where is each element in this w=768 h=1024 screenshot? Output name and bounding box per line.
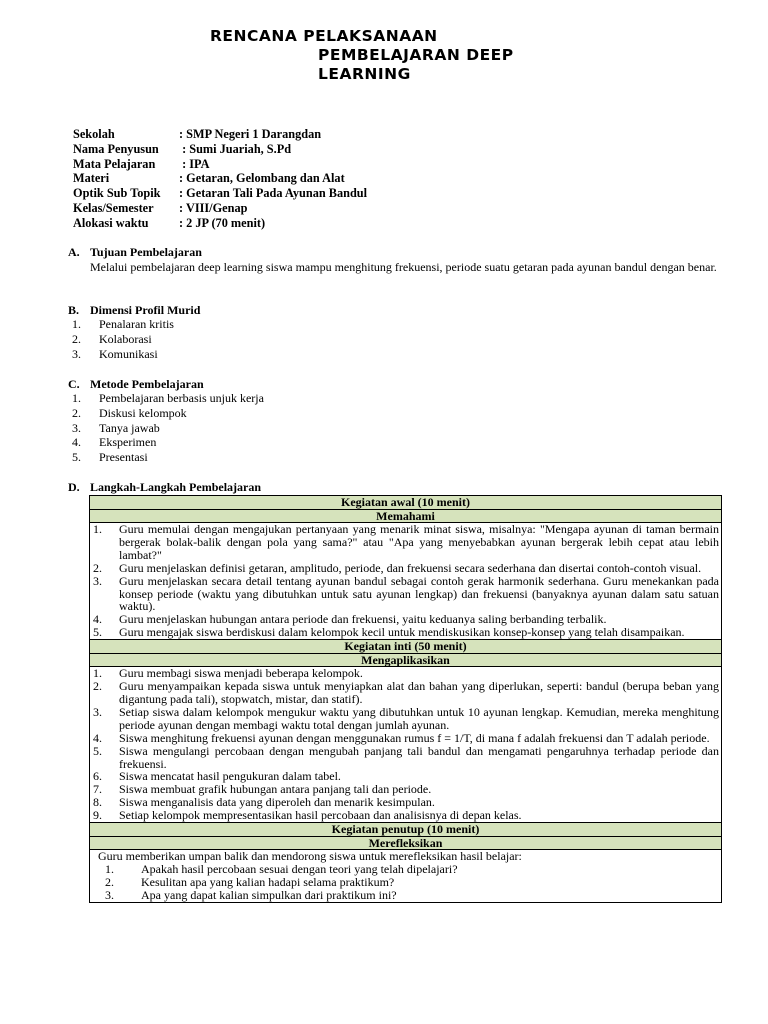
list-item-text: Komunikasi <box>99 346 158 361</box>
phase-body-awal <box>90 523 722 640</box>
step-item: 1. Guru memulai dengan mengajukan pertanyaan yang menarik minat siswa, misalnya: "Mengapa ayunan di taman bermain bergerak bolak-balik dengan pola yang sama?" atau "Apa yang menyebabkan ayunan bergerak lebih cepat atau lebih lambat?" <box>93 522 719 562</box>
step-item: 5. Guru mengajak siswa berdiskusi dalam kelompok kecil untuk mendiskusikan konsep-konsep yang telah disampaikan. <box>92 626 719 639</box>
step-item: 8. Siswa menganalisis data yang diperoleh dan menarik kesimpulan. <box>92 796 719 809</box>
section-letter: B. <box>68 303 80 317</box>
identity-block <box>73 127 367 231</box>
step-item: 2. Guru menjelaskan definisi getaran, amplitudo, periode, dan frekuensi secara sederhana dan disertai contoh-contoh visual. <box>92 562 719 575</box>
list-item-text: Presentasi <box>99 449 148 464</box>
identity-row <box>73 186 367 201</box>
profile-list <box>68 317 733 361</box>
phase-body-inti <box>90 667 722 823</box>
list-item: 2. Diskusi kelompok <box>72 405 187 420</box>
reflection-question: 3. Apa yang dapat kalian simpulkan dari praktikum ini? <box>92 889 719 902</box>
title-line-1: RENCANA PELAKSANAAN <box>210 27 438 45</box>
section-title: Dimensi Profil Murid <box>90 303 201 317</box>
section-a-text: Melalui pembelajaran deep learning siswa mampu menghitung frekuensi, periode suatu getaran pada ayunan bandul dengan benar. <box>90 260 717 275</box>
step-item: 2. Guru menyampaikan kepada siswa untuk menyiapkan alat dan bahan yang diperlukan, seperti: bandul (berupa beban yang digantung pada tali), stopwatch, mistar, dan statif). <box>93 679 719 706</box>
identity-value: : Getaran Tali Pada Ayunan Bandul <box>179 186 368 201</box>
phase-header-awal: Kegiatan awal (10 menit) <box>90 496 722 510</box>
document-title <box>210 27 514 84</box>
phase-sub-penutup: Merefleksikan <box>90 836 722 850</box>
title-line-2: PEMBELAJARAN DEEP <box>318 46 514 64</box>
section-c-heading <box>68 377 733 391</box>
step-text: Setiap kelompok mempresentasikan hasil percobaan dan analisisnya di depan kelas. <box>119 808 522 823</box>
identity-row <box>73 201 367 216</box>
step-text: Siswa mengulangi percobaan dengan mengubah panjang tali bandul dan mengamati pengaruhnya terhadap periode dan frekuensi. <box>119 743 719 771</box>
learning-steps-table <box>89 495 722 903</box>
step-text: Guru membagi siswa menjadi beberapa kelompok. <box>119 666 363 681</box>
step-item: 3. Setiap siswa dalam kelompok mengukur waktu yang dibutuhkan untuk 10 ayunan lengkap. Kemudian, mereka menghitung periode ayunan dengan membagi waktu total dengan jumlah ayunan. <box>93 704 719 732</box>
phase-sub-awal: Memahami <box>90 509 722 523</box>
step-text: Siswa menghitung frekuensi ayunan dengan menggunakan rumus f = 1/T, di mana f adalah frekuensi dan T adalah periode. <box>119 730 710 745</box>
section-b <box>68 303 733 361</box>
question-text: Kesulitan apa yang kalian hadapi selama praktikum? <box>141 874 395 889</box>
list-item-text: Penalaran kritis <box>99 317 174 332</box>
list-item-text: Tanya jawab <box>99 420 160 435</box>
section-a-heading <box>68 245 733 259</box>
section-d <box>68 480 733 494</box>
identity-value: : IPA <box>179 156 210 171</box>
step-item: 5. Siswa mengulangi percobaan dengan mengubah panjang tali bandul dan mengamati pengaruhnya terhadap periode dan frekuensi. <box>93 743 719 771</box>
reflection-question: 2. Kesulitan apa yang kalian hadapi selama praktikum? <box>92 876 719 889</box>
identity-key: Nama Penyusun <box>73 141 159 156</box>
identity-row <box>73 142 367 157</box>
phase-header-inti: Kegiatan inti (50 menit) <box>90 640 722 654</box>
section-letter: D. <box>68 480 80 494</box>
step-text: Setiap siswa dalam kelompok mengukur waktu yang dibutuhkan untuk 10 ayunan lengkap. Kemudian, mereka menghitung periode ayunan dengan membagi waktu total dengan jumlah ayunan. <box>119 704 719 732</box>
identity-value: : SMP Negeri 1 Darangdan <box>179 127 322 141</box>
step-item: 7. Siswa membuat grafik hubungan antara panjang tali dan periode. <box>92 783 719 796</box>
identity-row <box>73 216 367 231</box>
question-text: Apa yang dapat kalian simpulkan dari praktikum ini? <box>141 887 397 902</box>
identity-value: : 2 JP (70 menit) <box>179 215 266 230</box>
section-letter: C. <box>68 377 80 391</box>
list-item-text: Eksperimen <box>99 435 157 450</box>
step-item: 6. Siswa mencatat hasil pengukuran dalam tabel. <box>92 770 719 783</box>
step-item: 4. Siswa menghitung frekuensi ayunan dengan menggunakan rumus f = 1/T, di mana f adalah frekuensi dan T adalah periode. <box>92 732 719 745</box>
section-title: Langkah-Langkah Pembelajaran <box>90 480 262 494</box>
identity-row <box>73 157 367 172</box>
list-item: 4. Eksperimen <box>72 435 157 450</box>
step-text: Siswa membuat grafik hubungan antara panjang tali dan periode. <box>119 782 432 797</box>
list-item-text: Pembelajaran berbasis unjuk kerja <box>99 391 264 406</box>
step-item: 1. Guru membagi siswa menjadi beberapa kelompok. <box>92 667 719 680</box>
section-d-heading <box>68 480 733 494</box>
identity-row <box>73 171 367 186</box>
reflection-question: 1. Apakah hasil percobaan sesuai dengan teori yang telah dipelajari? <box>92 863 719 876</box>
section-letter: A. <box>68 245 80 259</box>
identity-key: Optik Sub Topik <box>73 186 161 201</box>
phase-header-penutup: Kegiatan penutup (10 menit) <box>90 823 722 837</box>
step-text: Guru menjelaskan hubungan antara periode dan frekuensi, yaitu keduanya saling berbanding terbalik. <box>119 612 607 627</box>
section-b-heading <box>68 303 733 317</box>
list-item: 2. Kolaborasi <box>72 331 152 346</box>
section-title: Tujuan Pembelajaran <box>90 245 202 259</box>
title-line-3: LEARNING <box>318 65 411 83</box>
phase-body-penutup <box>90 850 722 903</box>
identity-value: : Sumi Juariah, S.Pd <box>179 141 292 156</box>
identity-row <box>73 127 367 142</box>
step-text: Siswa mencatat hasil pengukuran dalam tabel. <box>119 769 341 784</box>
step-item: 9. Setiap kelompok mempresentasikan hasil percobaan dan analisisnya di depan kelas. <box>92 809 719 822</box>
identity-key: Kelas/Semester <box>73 200 154 215</box>
identity-key: Mata Pelajaran <box>73 156 156 171</box>
list-item: 3. Komunikasi <box>72 346 158 361</box>
list-item: 1. Pembelajaran berbasis unjuk kerja <box>72 391 264 406</box>
list-item: 5. Presentasi <box>72 449 148 464</box>
step-text: Guru menjelaskan secara detail tentang ayunan bandul sebagai contoh gerak harmonik sederhana. Guru menekankan pada konsep periode (waktu yang dibutuhkan untuk satu ayunan lengkap) dan frekuensi (banyaknya ayunan dalam satu satuan waktu). <box>119 573 719 614</box>
identity-key: Alokasi waktu <box>73 215 149 230</box>
identity-key: Materi <box>73 171 110 186</box>
list-item-text: Diskusi kelompok <box>99 405 187 420</box>
method-list <box>68 391 733 464</box>
step-text: Guru menjelaskan definisi getaran, amplitudo, periode, dan frekuensi secara sederhana dan disertai contoh-contoh visual. <box>119 560 702 575</box>
identity-key: Sekolah <box>73 127 115 141</box>
section-title: Metode Pembelajaran <box>90 377 204 391</box>
list-item: 3. Tanya jawab <box>72 420 160 435</box>
step-text: Guru menyampaikan kepada siswa untuk menyiapkan alat dan bahan yang diperlukan, seperti: bandul (berupa beban yang digantung pada tali), stopwatch, mistar, dan statif). <box>119 679 719 706</box>
identity-value: : Getaran, Gelombang dan Alat <box>179 171 345 186</box>
list-item: 1. Penalaran kritis <box>72 317 174 332</box>
identity-value: : VIII/Genap <box>179 200 248 215</box>
section-a <box>68 245 733 274</box>
section-c <box>68 377 733 465</box>
question-text: Apakah hasil percobaan sesuai dengan teori yang telah dipelajari? <box>141 861 458 876</box>
step-text: Guru mengajak siswa berdiskusi dalam kelompok kecil untuk mendiskusikan konsep-konsep yang telah disampaikan. <box>119 625 685 640</box>
step-text: Guru memulai dengan mengajukan pertanyaan yang menarik minat siswa, misalnya: "Mengapa ayunan di taman bermain bergerak bolak-balik dengan pola yang sama?" atau "Apa yang menyebabkan ayunan bergerak lebih cepat atau lebih lambat?" <box>119 522 719 562</box>
step-item: 4. Guru menjelaskan hubungan antara periode dan frekuensi, yaitu keduanya saling berbanding terbalik. <box>92 613 719 626</box>
list-item-text: Kolaborasi <box>99 331 152 346</box>
phase-sub-inti: Mengaplikasikan <box>90 653 722 667</box>
step-item: 3. Guru menjelaskan secara detail tentang ayunan bandul sebagai contoh gerak harmonik sederhana. Guru menekankan pada konsep periode (waktu yang dibutuhkan untuk satu ayunan lengkap) dan frekuensi (banyaknya ayunan dalam satu satuan waktu). <box>93 573 719 614</box>
reflection-intro: Guru memberikan umpan balik dan mendorong siswa untuk merefleksikan hasil belajar: <box>98 849 522 864</box>
step-text: Siswa menganalisis data yang diperoleh dan menarik kesimpulan. <box>119 795 435 810</box>
